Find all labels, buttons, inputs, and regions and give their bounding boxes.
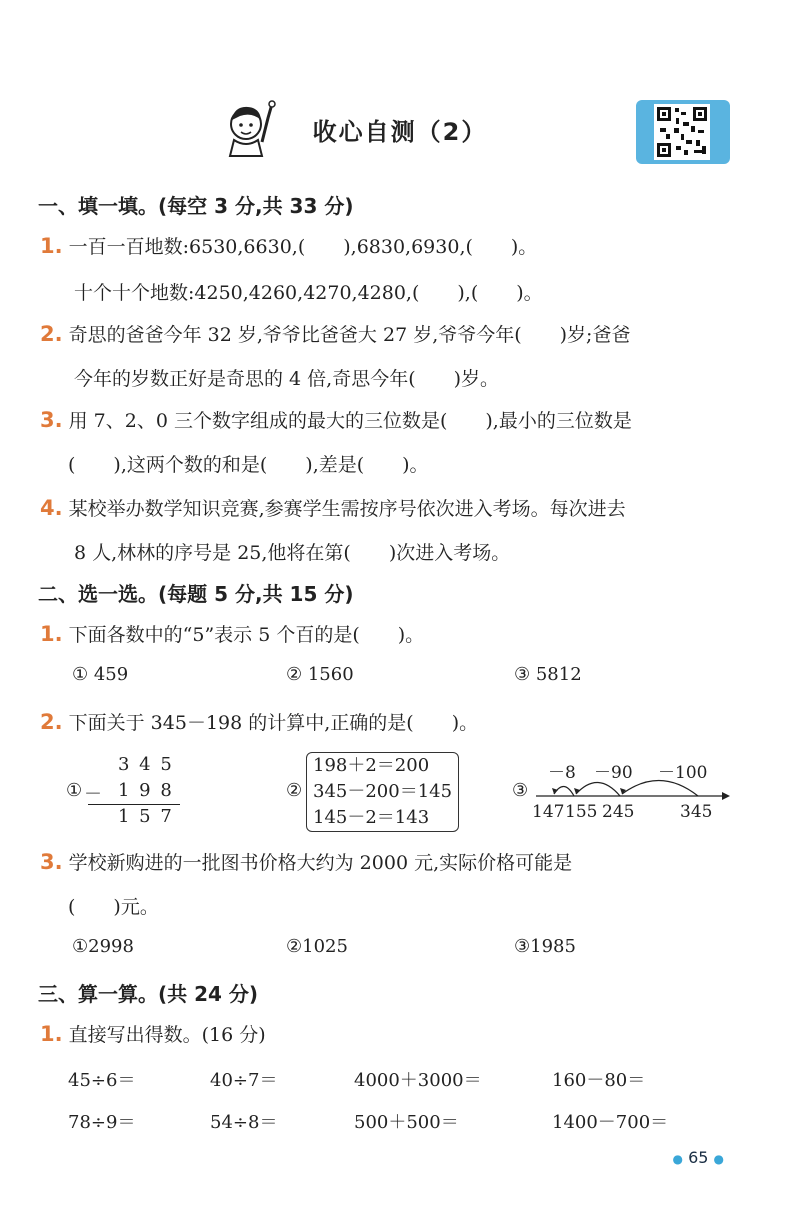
question-text: 学校新购进的一批图书价格大约为 2000 元,实际价格可能是 — [68, 852, 573, 874]
s1-q2-line2: 今年的岁数正好是奇思的 4 倍,奇思今年( )岁。 — [74, 368, 500, 390]
s1-q2-line1 — [40, 320, 630, 347]
sum-line — [88, 804, 180, 805]
s2-q2-text — [40, 708, 478, 735]
tick-label: 245 — [602, 802, 635, 822]
s2-q1-text — [40, 620, 424, 647]
minus-sign: － — [84, 784, 102, 805]
minuend: 3 4 5 — [118, 754, 174, 775]
option-3-number-line[interactable] — [510, 756, 730, 826]
section-3-heading: 三、算一算。(共 24 分) — [38, 982, 259, 1006]
question-number: 3. — [40, 850, 63, 874]
page-title: 收心自测（2） — [312, 118, 488, 146]
question-text: 用 7、2、0 三个数字组成的最大的三位数是( ),最小的三位数是 — [68, 410, 632, 432]
tick-label: 147 — [532, 802, 565, 822]
page-number — [672, 1148, 724, 1167]
dot-icon: ● — [672, 1152, 683, 1166]
s1-q1-line2: 十个十个地数:4250,4260,4270,4280,( ),( )。 — [74, 282, 543, 304]
qr-code[interactable] — [636, 100, 730, 164]
calc-item[interactable]: 45÷6＝ — [68, 1070, 136, 1091]
question-number: 4. — [40, 496, 63, 520]
option-3[interactable]: ③1985 — [514, 936, 576, 957]
option-marker: ② — [286, 780, 303, 801]
s3-q1-text — [40, 1020, 266, 1047]
tick-label: 155 — [565, 802, 598, 822]
s1-q1-line1 — [40, 232, 537, 259]
s1-q4-line2: 8 人,林林的序号是 25,他将在第( )次进入考场。 — [74, 542, 511, 564]
dot-icon: ● — [713, 1152, 724, 1166]
question-text: 奇思的爸爸今年 32 岁,爷爷比爸爸大 27 岁,爷爷今年( )岁;爸爸 — [68, 324, 631, 346]
option-marker: ③ — [512, 780, 529, 801]
question-text: 下面各数中的“5”表示 5 个百的是( )。 — [68, 624, 425, 646]
qr-code-icon — [636, 100, 730, 164]
question-number: 2. — [40, 710, 63, 734]
subtrahend: 1 9 8 — [118, 780, 174, 801]
calc-item[interactable]: 54÷8＝ — [210, 1112, 278, 1133]
question-number: 1. — [40, 234, 63, 258]
calc-item[interactable]: 40÷7＝ — [210, 1070, 278, 1091]
s2-q3-line1 — [40, 848, 572, 875]
jump-label: －100 — [658, 763, 708, 783]
calc-item[interactable]: 500＋500＝ — [354, 1112, 459, 1133]
step-line: 145－2＝143 — [313, 807, 430, 828]
calc-item[interactable]: 1400－700＝ — [552, 1112, 669, 1133]
option-3[interactable]: ③ 5812 — [514, 664, 582, 685]
question-text: 直接写出得数。(16 分) — [68, 1024, 266, 1046]
section-2-heading: 二、选一选。(每题 5 分,共 15 分) — [38, 582, 354, 606]
question-text: 某校举办数学知识竞赛,参赛学生需按序号依次进入考场。每次进去 — [68, 498, 626, 520]
s1-q3-line2: ( ),这两个数的和是( ),差是( )。 — [68, 454, 429, 476]
calc-item[interactable]: 4000＋3000＝ — [354, 1070, 482, 1091]
option-2[interactable]: ②1025 — [286, 936, 348, 957]
option-1[interactable]: ①2998 — [72, 936, 134, 957]
question-number: 2. — [40, 322, 63, 346]
step-line: 198＋2＝200 — [313, 755, 430, 776]
jump-label: －90 — [594, 763, 633, 783]
question-text: 一百一百地数:6530,6630,( ),6830,6930,( )。 — [68, 236, 538, 258]
difference: 1 5 7 — [118, 806, 174, 827]
page-number-text: 65 — [688, 1148, 709, 1167]
option-2[interactable]: ② 1560 — [286, 664, 354, 685]
calc-item[interactable]: 78÷9＝ — [68, 1112, 136, 1133]
section-1-heading: 一、填一填。(每空 3 分,共 33 分) — [38, 194, 354, 218]
option-1-vertical-subtraction[interactable] — [66, 754, 186, 834]
option-2-steps-box[interactable] — [306, 752, 459, 832]
option-1[interactable]: ① 459 — [72, 664, 129, 685]
tick-label: 345 — [680, 802, 713, 822]
s1-q3-line1 — [40, 406, 632, 433]
s1-q4-line1 — [40, 494, 626, 521]
option-marker: ① — [66, 780, 83, 801]
calc-item[interactable]: 160－80＝ — [552, 1070, 646, 1091]
step-line: 345－200＝145 — [313, 781, 453, 802]
question-text: 下面关于 345－198 的计算中,正确的是( )。 — [68, 712, 479, 734]
s2-q3-line2: ( )元。 — [68, 896, 159, 918]
jump-label: －8 — [548, 763, 576, 783]
question-number: 3. — [40, 408, 63, 432]
question-number: 1. — [40, 622, 63, 646]
question-number: 1. — [40, 1022, 63, 1046]
